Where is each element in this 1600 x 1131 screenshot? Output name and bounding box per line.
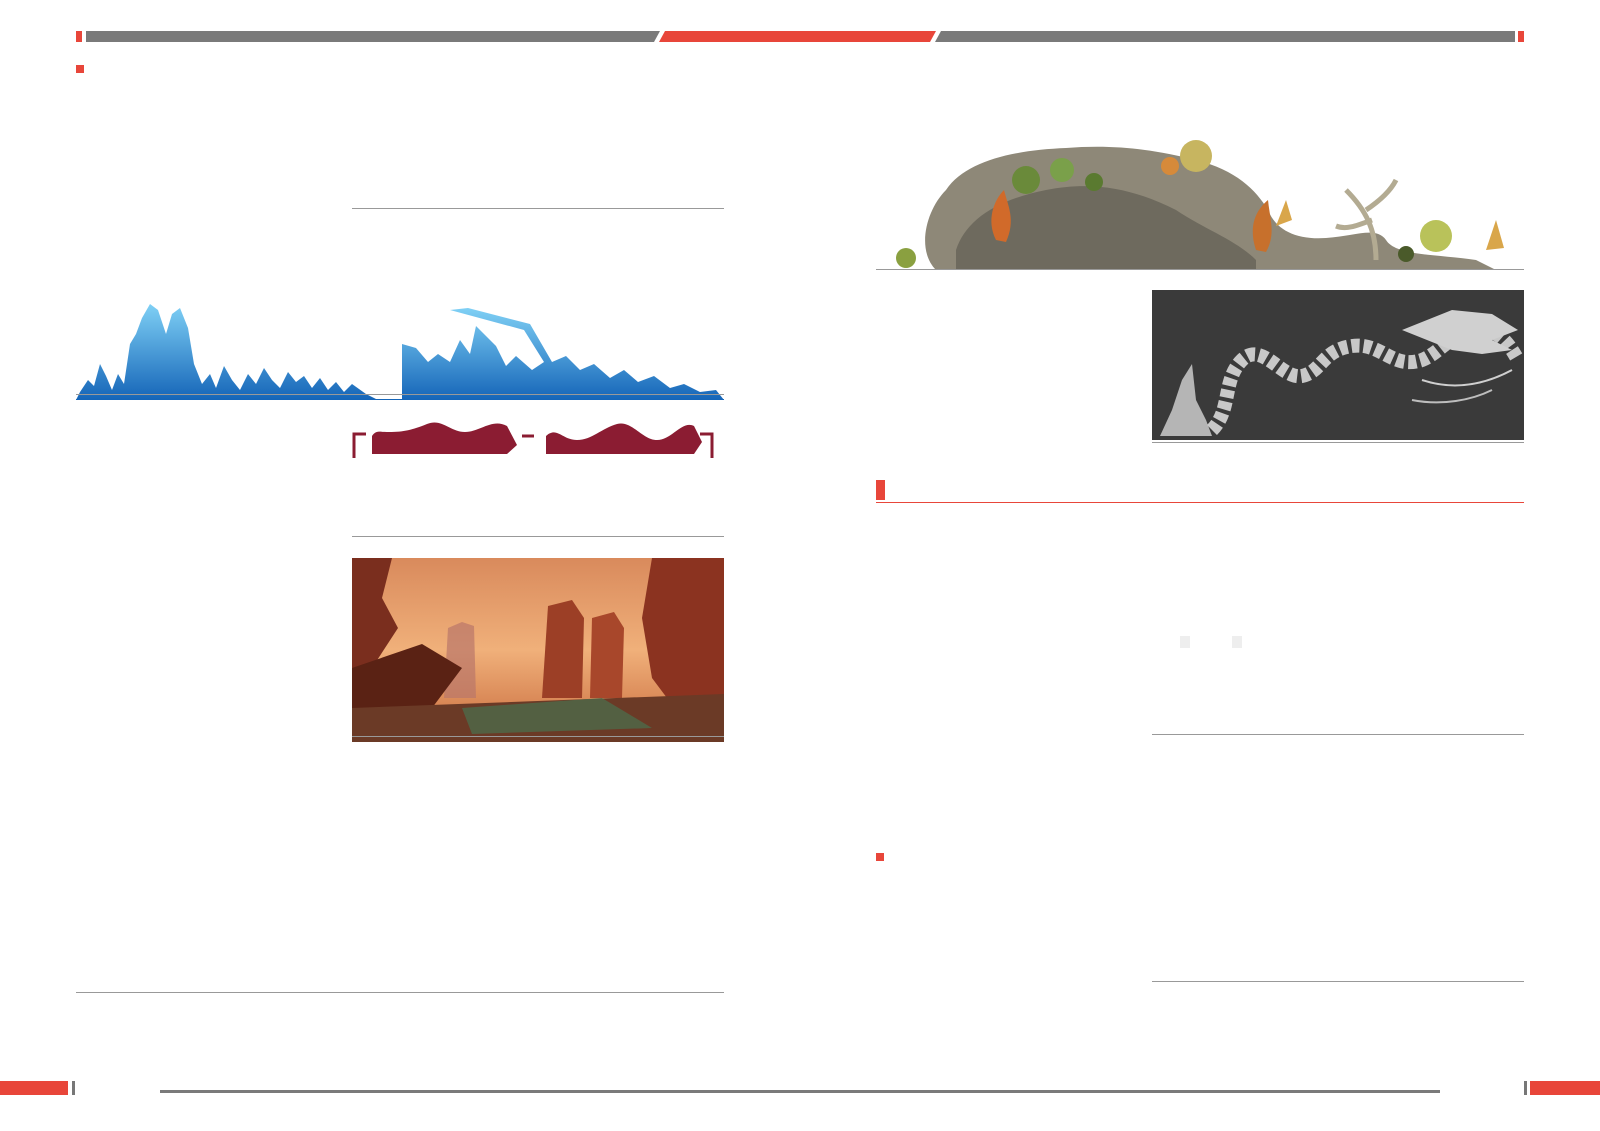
- arrows-figure-2-2-15: [352, 58, 724, 206]
- bullet-square-icon: [76, 65, 84, 73]
- section-heading-3: [76, 62, 346, 76]
- char-label-2: [1232, 636, 1242, 648]
- section-title-2-3: [876, 480, 1524, 503]
- weapon-skill-effects-2-2-19: [76, 846, 724, 996]
- fig-2-2-17-caption: [352, 535, 724, 537]
- tilted-icicles: [402, 308, 724, 400]
- rhythm-arrows-figure-2-2-17: [352, 420, 724, 532]
- sub-heading-1: [876, 850, 1146, 864]
- desert-rocks-painting-2-2-18: [352, 558, 724, 742]
- fig-2-2-18-caption: [352, 735, 724, 737]
- fig-2-2-19-caption: [76, 991, 724, 993]
- fig-2-3-1-caption: [1152, 733, 1524, 735]
- icicles-figure-2-2-16: [76, 304, 724, 400]
- footer-right-tab: [1530, 1081, 1600, 1095]
- footer-rule: [160, 1090, 1440, 1093]
- footer-left-tab: [0, 1081, 68, 1095]
- footer-divider: [1524, 1081, 1527, 1095]
- fig-2-2-16-caption: [76, 393, 724, 395]
- fig-2-3-2-caption: [1152, 980, 1524, 982]
- character-skill-effects-2-2-21: [1152, 290, 1524, 440]
- fig-2-2-21-caption: [1152, 441, 1524, 443]
- footer-divider: [72, 1081, 75, 1095]
- rhythm-orderly-figure-2-3-1: [1152, 520, 1524, 730]
- trapezoid-shapes-figure-2-3-2: [1152, 852, 1524, 982]
- vertical-icicles: [76, 304, 378, 400]
- fig-2-2-20-caption: [876, 268, 1524, 270]
- bullet-square-icon: [876, 853, 884, 861]
- title-marker-icon: [876, 480, 885, 500]
- fig-2-2-15-caption: [352, 207, 724, 209]
- top-header-bars: [0, 0, 1600, 50]
- plants-on-trunk-2-2-20: [876, 130, 1524, 270]
- char-label-1: [1180, 636, 1190, 648]
